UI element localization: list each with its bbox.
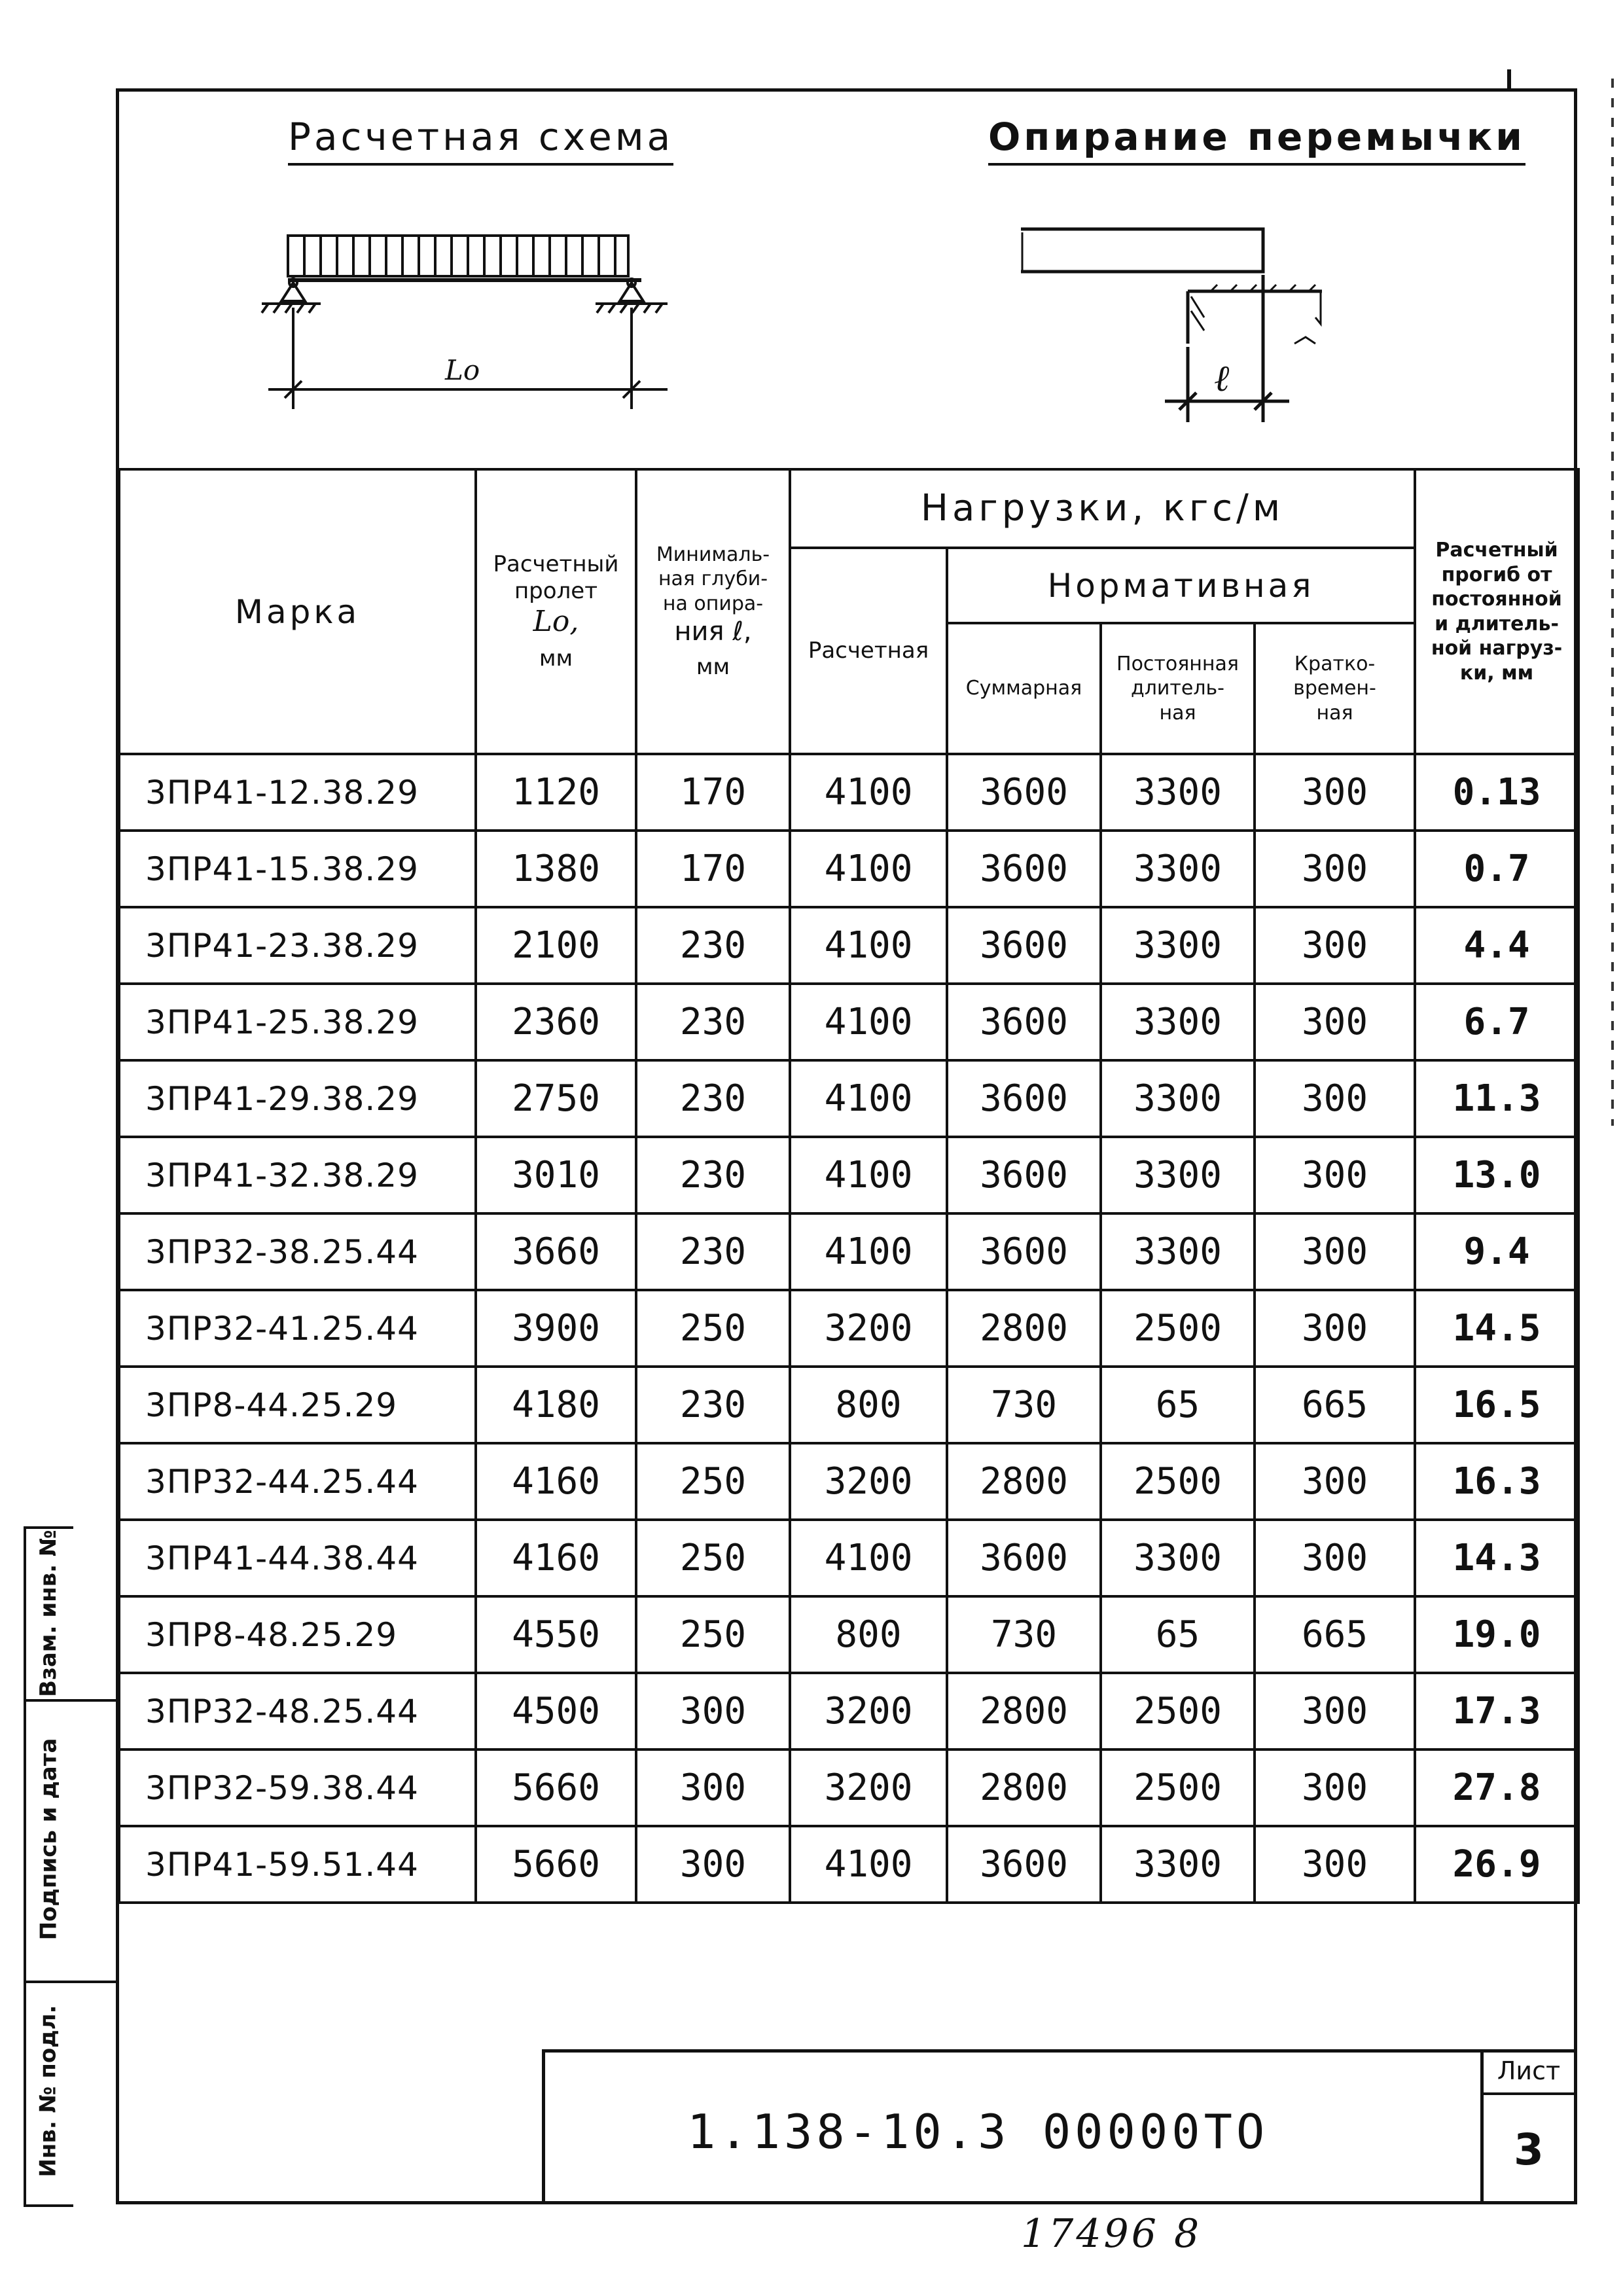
table-row [119, 831, 1578, 907]
cell-mark: 3ПР41-23.38.29 [119, 907, 476, 984]
sheet-number: 3 [1514, 2125, 1544, 2175]
defl-header-line3: постоянной [1431, 588, 1562, 611]
cell-span: 4160 [476, 1520, 636, 1596]
cell-span: 5660 [476, 1749, 636, 1826]
cell-deflection: 4.4 [1415, 907, 1578, 984]
table-body [119, 754, 1578, 1903]
span-header-line2: пролет [514, 577, 598, 604]
cell-total-load: 3600 [947, 754, 1101, 831]
cell-deflection: 14.5 [1415, 1290, 1578, 1367]
cell-depth: 300 [636, 1826, 790, 1903]
cell-deflection: 13.0 [1415, 1137, 1578, 1213]
depth-header-line1: Минималь- [656, 543, 770, 566]
table-row [119, 1749, 1578, 1826]
defl-header-line1: Расчетный [1435, 539, 1558, 562]
cell-short-term-load: 300 [1255, 1443, 1415, 1520]
cell-span: 1380 [476, 831, 636, 907]
cell-short-term-load: 300 [1255, 984, 1415, 1060]
defl-header-line4: и длитель- [1435, 612, 1559, 636]
cell-permanent-load: 3300 [1101, 1213, 1255, 1290]
side-cell-inv-no [24, 1983, 73, 2199]
cell-total-load: 3600 [947, 1213, 1101, 1290]
cell-design-load: 4100 [790, 1520, 947, 1596]
depth-header-line2: ная глуби- [658, 567, 768, 591]
support-depth-label: ℓ [1214, 357, 1230, 400]
cell-design-load: 800 [790, 1367, 947, 1443]
cell-design-load: 4100 [790, 1060, 947, 1137]
cell-short-term-load: 300 [1255, 1060, 1415, 1137]
cell-permanent-load: 65 [1101, 1367, 1255, 1443]
short-header-line3: ная [1316, 701, 1353, 725]
cell-mark: 3ПР8-44.25.29 [119, 1367, 476, 1443]
lintel-body [1021, 229, 1263, 272]
cell-deflection: 14.3 [1415, 1520, 1578, 1596]
side-label-inv-no: Инв. № подл. [35, 2005, 62, 2178]
cell-permanent-load: 3300 [1101, 1060, 1255, 1137]
cell-short-term-load: 300 [1255, 754, 1415, 831]
support-heading: Опирание перемычки [988, 115, 1525, 166]
cell-design-load: 3200 [790, 1290, 947, 1367]
cell-short-term-load: 300 [1255, 1520, 1415, 1596]
cell-span: 4500 [476, 1673, 636, 1749]
col-header-loads: Нагрузки, кгс/м [790, 469, 1415, 548]
cell-permanent-load: 2500 [1101, 1290, 1255, 1367]
table-row [119, 1060, 1578, 1137]
cell-design-load: 3200 [790, 1749, 947, 1826]
cell-mark: 3ПР32-59.38.44 [119, 1749, 476, 1826]
col-header-normative: Нормативная [947, 548, 1415, 623]
table-row [119, 1673, 1578, 1749]
cell-depth: 230 [636, 1367, 790, 1443]
cell-permanent-load: 2500 [1101, 1443, 1255, 1520]
cell-design-load: 4100 [790, 1137, 947, 1213]
cell-design-load: 4100 [790, 1826, 947, 1903]
cell-design-load: 4100 [790, 831, 947, 907]
cell-short-term-load: 300 [1255, 1137, 1415, 1213]
cell-design-load: 800 [790, 1596, 947, 1673]
document-code: 1.138-10.3 00000ТО [687, 2104, 1269, 2159]
col-header-permanent [1101, 623, 1255, 754]
cell-total-load: 3600 [947, 831, 1101, 907]
col-header-deflection [1415, 469, 1578, 754]
cell-total-load: 3600 [947, 907, 1101, 984]
cell-total-load: 3600 [947, 1826, 1101, 1903]
col-header-total: Суммарная [947, 623, 1101, 754]
short-header-line2: времен- [1293, 677, 1376, 700]
cell-design-load: 4100 [790, 754, 947, 831]
cell-mark: 3ПР32-48.25.44 [119, 1673, 476, 1749]
span-header-line3: Lo, [533, 604, 579, 638]
col-header-span [476, 469, 636, 754]
cell-short-term-load: 665 [1255, 1367, 1415, 1443]
cell-design-load: 4100 [790, 984, 947, 1060]
col-header-depth [636, 469, 790, 754]
support-depth-dimension [1165, 275, 1289, 422]
cell-depth: 230 [636, 984, 790, 1060]
cell-span: 2100 [476, 907, 636, 984]
cell-permanent-load: 3300 [1101, 984, 1255, 1060]
table-row [119, 1596, 1578, 1673]
cell-mark: 3ПР41-25.38.29 [119, 984, 476, 1060]
col-header-mark: Марка [119, 469, 476, 754]
span-label: Lo [445, 354, 480, 386]
cell-mark: 3ПР32-38.25.44 [119, 1213, 476, 1290]
table-row [119, 1520, 1578, 1596]
permanent-header-line2: длитель- [1130, 677, 1225, 700]
cell-short-term-load: 665 [1255, 1596, 1415, 1673]
cell-mark: 3ПР41-29.38.29 [119, 1060, 476, 1137]
cell-total-load: 730 [947, 1596, 1101, 1673]
cell-span: 5660 [476, 1826, 636, 1903]
cell-depth: 170 [636, 831, 790, 907]
cell-permanent-load: 3300 [1101, 1826, 1255, 1903]
cell-depth: 230 [636, 1213, 790, 1290]
table-row [119, 1367, 1578, 1443]
cell-mark: 3ПР32-44.25.44 [119, 1443, 476, 1520]
table-row [119, 1290, 1578, 1367]
cell-permanent-load: 65 [1101, 1596, 1255, 1673]
handwritten-note: 17496 8 [1021, 2211, 1202, 2257]
support-drawing [1008, 219, 1361, 435]
cell-span: 2750 [476, 1060, 636, 1137]
cell-span: 3660 [476, 1213, 636, 1290]
left-support [262, 279, 321, 313]
cell-deflection: 9.4 [1415, 1213, 1578, 1290]
cell-short-term-load: 300 [1255, 907, 1415, 984]
cell-mark: 3ПР41-15.38.29 [119, 831, 476, 907]
cell-span: 2360 [476, 984, 636, 1060]
table-row [119, 1137, 1578, 1213]
cell-short-term-load: 300 [1255, 1673, 1415, 1749]
cell-total-load: 3600 [947, 1520, 1101, 1596]
cell-deflection: 0.13 [1415, 754, 1578, 831]
cell-total-load: 3600 [947, 984, 1101, 1060]
cell-short-term-load: 300 [1255, 831, 1415, 907]
cell-depth: 250 [636, 1596, 790, 1673]
cell-permanent-load: 2500 [1101, 1749, 1255, 1826]
cell-depth: 170 [636, 754, 790, 831]
side-label-replace-inv: Взам. инв. № [35, 1530, 62, 1697]
cell-deflection: 0.7 [1415, 831, 1578, 907]
cell-deflection: 17.3 [1415, 1673, 1578, 1749]
cell-depth: 250 [636, 1520, 790, 1596]
cell-total-load: 2800 [947, 1673, 1101, 1749]
side-cell-sign-date [24, 1702, 73, 1977]
calc-scheme-drawing [249, 223, 694, 419]
short-header-line1: Кратко- [1294, 652, 1376, 675]
cell-design-load: 3200 [790, 1673, 947, 1749]
side-cell-replace-inv [24, 1532, 73, 1695]
cell-span: 3010 [476, 1137, 636, 1213]
margin-dash-line [1611, 79, 1614, 1126]
lintel-data-table [118, 468, 1580, 1904]
cell-span: 3900 [476, 1290, 636, 1367]
depth-header-line3: на опира- [662, 592, 764, 615]
cell-permanent-load: 3300 [1101, 831, 1255, 907]
cell-total-load: 3600 [947, 1060, 1101, 1137]
defl-header-line2: прогиб от [1441, 563, 1552, 586]
cell-depth: 300 [636, 1673, 790, 1749]
cell-mark: 3ПР41-12.38.29 [119, 754, 476, 831]
cell-mark: 3ПР32-41.25.44 [119, 1290, 476, 1367]
cell-deflection: 27.8 [1415, 1749, 1578, 1826]
col-header-short-term [1255, 623, 1415, 754]
cell-short-term-load: 300 [1255, 1826, 1415, 1903]
wall-section [1188, 285, 1322, 344]
cell-span: 4180 [476, 1367, 636, 1443]
cell-depth: 250 [636, 1443, 790, 1520]
cell-short-term-load: 300 [1255, 1749, 1415, 1826]
col-header-design: Расчетная [790, 548, 947, 754]
load-hatching [304, 236, 615, 276]
cell-depth: 300 [636, 1749, 790, 1826]
cell-design-load: 4100 [790, 1213, 947, 1290]
table-row [119, 907, 1578, 984]
table-row [119, 1826, 1578, 1903]
cell-total-load: 3600 [947, 1137, 1101, 1213]
cell-mark: 3ПР41-32.38.29 [119, 1137, 476, 1213]
cell-deflection: 16.3 [1415, 1443, 1578, 1520]
cell-design-load: 4100 [790, 907, 947, 984]
defl-header-line5: ной нагруз- [1431, 637, 1563, 660]
cell-total-load: 2800 [947, 1749, 1101, 1826]
cell-short-term-load: 300 [1255, 1290, 1415, 1367]
cell-permanent-load: 3300 [1101, 754, 1255, 831]
cell-deflection: 6.7 [1415, 984, 1578, 1060]
cell-total-load: 730 [947, 1367, 1101, 1443]
cell-depth: 230 [636, 1137, 790, 1213]
cell-permanent-load: 3300 [1101, 1520, 1255, 1596]
table-row [119, 1213, 1578, 1290]
cell-mark: 3ПР41-44.38.44 [119, 1520, 476, 1596]
depth-header-line5: мм [696, 654, 730, 681]
cell-design-load: 3200 [790, 1443, 947, 1520]
cell-depth: 230 [636, 907, 790, 984]
defl-header-line6: ки, мм [1459, 661, 1534, 685]
table-row [119, 754, 1578, 831]
cell-permanent-load: 3300 [1101, 907, 1255, 984]
cell-deflection: 19.0 [1415, 1596, 1578, 1673]
cell-span: 4550 [476, 1596, 636, 1673]
cell-permanent-load: 2500 [1101, 1673, 1255, 1749]
cell-depth: 230 [636, 1060, 790, 1137]
calc-scheme-heading: Расчетная схема [288, 115, 673, 166]
span-header-line1: Расчетный [493, 550, 619, 577]
cell-deflection: 11.3 [1415, 1060, 1578, 1137]
cell-span: 4160 [476, 1443, 636, 1520]
span-header-line4: мм [539, 645, 573, 672]
side-label-sign-date: Подпись и дата [35, 1738, 62, 1941]
cell-span: 1120 [476, 754, 636, 831]
cell-depth: 250 [636, 1290, 790, 1367]
cell-total-load: 2800 [947, 1290, 1101, 1367]
cell-deflection: 16.5 [1415, 1367, 1578, 1443]
cell-permanent-load: 3300 [1101, 1137, 1255, 1213]
cell-mark: 3ПР41-59.51.44 [119, 1826, 476, 1903]
table-row [119, 984, 1578, 1060]
sheet-label: Лист [1480, 2049, 1577, 2095]
cell-deflection: 26.9 [1415, 1826, 1578, 1903]
cell-short-term-load: 300 [1255, 1213, 1415, 1290]
distributed-load [288, 236, 628, 276]
depth-header-line4: ния ℓ, [674, 617, 752, 647]
permanent-header-line3: ная [1159, 701, 1196, 725]
table-row [119, 1443, 1578, 1520]
cell-total-load: 2800 [947, 1443, 1101, 1520]
permanent-header-line1: Постоянная [1116, 652, 1239, 675]
cell-mark: 3ПР8-48.25.29 [119, 1596, 476, 1673]
